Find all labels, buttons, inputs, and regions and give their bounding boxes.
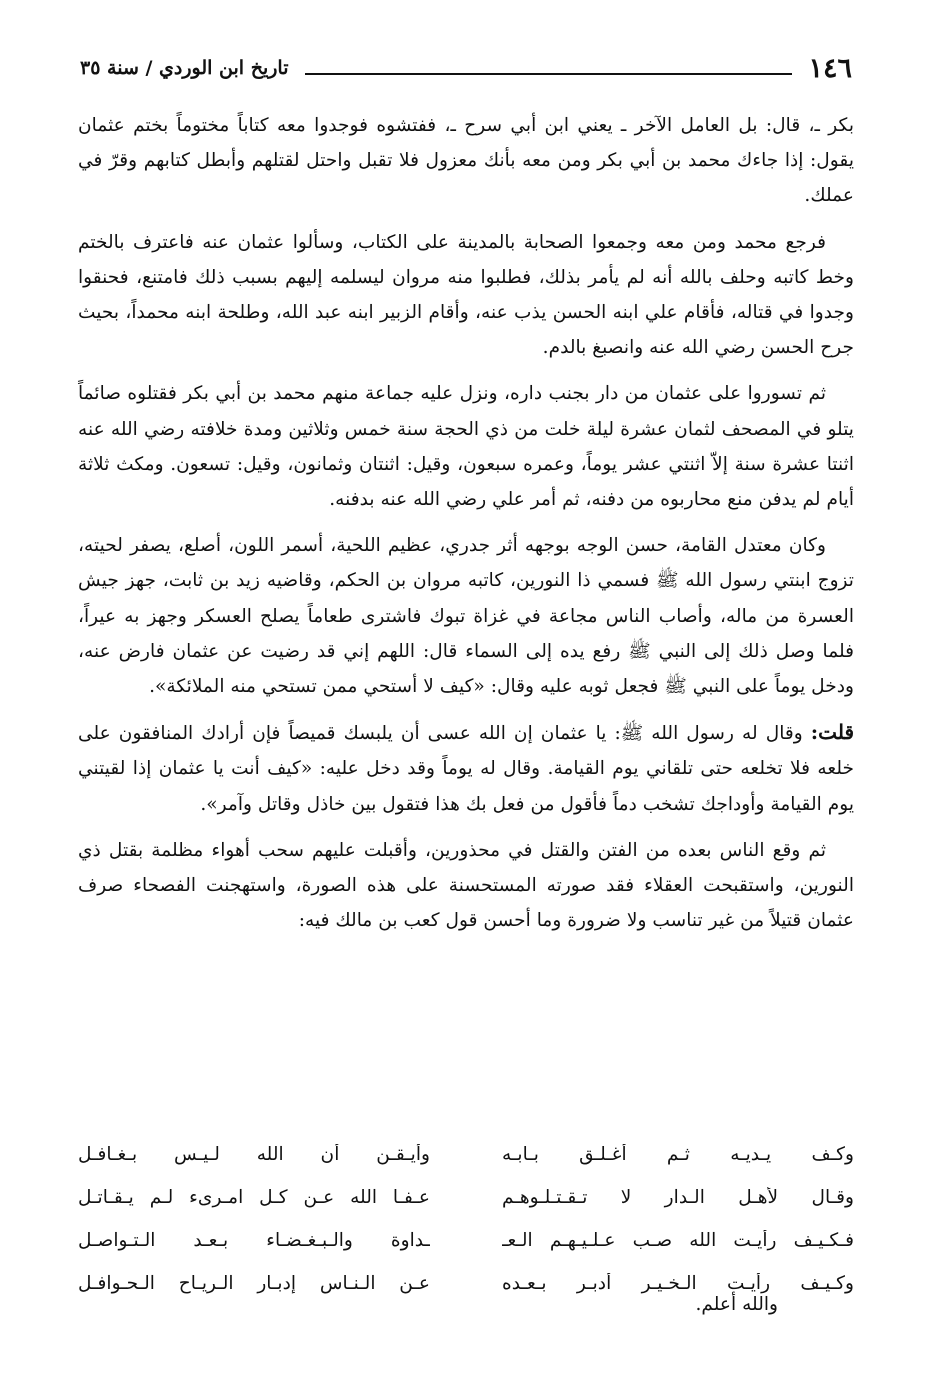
verse-second-half: عـفـا الله عـن كـل امـرىء لـم يـقـاتـل	[78, 1187, 430, 1208]
paragraph-5	[78, 715, 854, 822]
closing-line: والله أعلم.	[695, 1294, 778, 1315]
verse-first-half: وقـال لأهـل الـدار لا تـقـتـلـوهـم	[502, 1187, 854, 1208]
paragraph-text: فرجع محمد ومن معه وجمعوا الصحابة بالمدينة على الكتاب، وسألوا عثمان عنه فاعترف بالختم وخط كاتبه وحلف بالله أنه لم يأمر بذلك، فطلبوا منه مروان ليسلمه إليهم بسبب ذلك فامتنع، فحنقوا وجدوا في قتاله، فأقام علي ابنه الحسن يذب عنه، وأقام الزبير ابنه عبد الله، وطلحة ابنه محمداً، بحيث جرح الحسن رضي الله عنه وانصبغ بالدم.	[78, 231, 854, 359]
paragraph-3	[78, 376, 854, 517]
paragraph-text: ثم تسوروا على عثمان من دار بجنب داره، ونزل عليه جماعة منهم محمد بن أبي بكر فقتلوه صائماً يتلو في المصحف لثمان عشرة ليلة خلت من ذي الحجة سنة خمس وثلاثين ومدة خلافته رضي الله عنه اثنتا عشرة سنة إلاّ اثنتي عشر يوماً، وعمره سبعون، وقيل: اثنتان وثمانون، وقيل: تسعون. ومكث ثلاثة أيام لم يدفن منع محاربوه من دفنه، ثم أمر علي رضي الله عنه بدفنه.	[78, 383, 854, 511]
page-number: ١٤٦	[808, 52, 852, 84]
verse-first-half: وكـف يـديـه ثـم أغـلـق بـابـه	[502, 1144, 854, 1165]
header-rule	[305, 73, 793, 75]
verse-first-half: وكـيـف رأيـت الـخـيـر أدبـر بـعـده	[502, 1273, 854, 1294]
poem-verse	[78, 1133, 854, 1176]
page-header	[80, 48, 852, 88]
verse-second-half: وأيـقـن أن الله لـيـس بـغـافـل	[78, 1144, 430, 1165]
paragraph-lead: قلت:	[810, 720, 854, 745]
verse-second-half: عـن الـنـاس إدبـار الـريـاح الـحـوافـل	[78, 1273, 430, 1294]
poem-verse	[78, 1176, 854, 1219]
paragraph-text: ثم وقع الناس بعده من الفتن والقتل في محذورين، وأقبلت عليهم سحب أهواء مظلمة بقتل ذي النورين، واستقبحت العقلاء فقد صورته المستحسنة على هذه الصورة، واستهجنت الفصحاء صرف عثمان قتيلاً من غير تناسب ولا ضرورة وما أحسن قول كعب بن مالك فيه:	[78, 839, 854, 932]
poem	[78, 1133, 854, 1305]
verse-second-half: ـداوة والـبـغـضـاء بـعـد الـتـواصـل	[78, 1230, 430, 1251]
paragraph-text: بكر ـ، قال: بل العامل الآخر ـ يعني ابن أبي سرح ـ، ففتشوه فوجدوا معه كتاباً مختوماً بختم عثمان يقول: إذا جاءك محمد بن أبي بكر ومن معه بأنك معزول فلا تقبل واحتل لقتلهم وأبطل كتابهم وقرّ في عملك.	[78, 115, 854, 207]
paragraph-text: وقال له رسول الله ﷺ: يا عثمان إن الله عسى أن يلبسك قميصاً فإن أرادك المنافقون على خلعه فلا تخلعه حتى تلقاني يوم القيامة. وقال له يوماً وقد دخل عليه: «كيف أنت يا عثمان إذا لقيتني يوم القيامة وأوداجك تشخب دماً فأقول من فعل بك هذا فتقول بين خاذل وقاتل وآمر».	[78, 723, 854, 815]
paragraph-6	[78, 833, 854, 939]
paragraph-1	[78, 108, 854, 214]
paragraph-2	[78, 225, 854, 366]
body-text	[78, 108, 854, 949]
paragraph-text: وكان معتدل القامة، حسن الوجه بوجهه أثر جدري، عظيم اللحية، أسمر اللون، أصلع، يصفر لحيته، تزوج ابنتي رسول الله ﷺ فسمي ذا النورين، كاتبه مروان بن الحكم، وقاضيه زيد بن ثابت، جهز جيش العسرة من ماله، وأصاب الناس مجاعة في غزاة تبوك فاشترى طعاماً يصلح العسكر وجهز به عيراً، فلما وصل ذلك إلى النبي ﷺ رفع يده إلى السماء قال: اللهم إني قد رضيت عن عثمان فارض عنه، ودخل يوماً على النبي ﷺ فجعل ثوبه عليه وقال: «كيف لا أستحي ممن تستحي منه الملائكة».	[78, 535, 854, 698]
paragraph-4	[78, 528, 854, 704]
verse-first-half: فـكـيـف رأيـت الله صـب عـلـيـهـم الـعـ	[502, 1230, 854, 1251]
running-title: تاريخ ابن الوردي / سنة ٣٥	[80, 57, 289, 79]
poem-verse	[78, 1219, 854, 1262]
